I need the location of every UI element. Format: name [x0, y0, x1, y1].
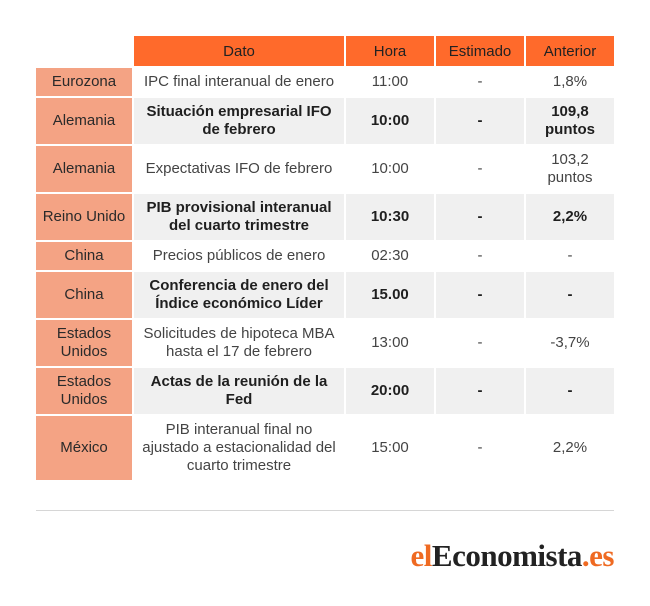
row-estimado: -	[436, 368, 524, 414]
row-anterior: -3,7%	[526, 320, 614, 366]
logo-main: Economista	[431, 538, 582, 573]
row-estimado: -	[436, 98, 524, 144]
row-country: Alemania	[36, 98, 132, 144]
row-dato: Actas de la reunión de la Fed	[134, 368, 344, 414]
header-hora: Hora	[346, 36, 434, 66]
logo-suffix: .es	[581, 538, 614, 573]
row-estimado: -	[436, 146, 524, 192]
row-hora: 10:30	[346, 194, 434, 240]
logo-prefix: el	[410, 538, 432, 573]
row-hora: 02:30	[346, 242, 434, 270]
row-hora: 15:00	[346, 416, 434, 480]
row-anterior: 103,2 puntos	[526, 146, 614, 192]
row-estimado: -	[436, 242, 524, 270]
row-hora: 11:00	[346, 68, 434, 96]
row-country: China	[36, 272, 132, 318]
row-dato: Conferencia de enero del Índice económico Líder	[134, 272, 344, 318]
header-anterior: Anterior	[526, 36, 614, 66]
row-anterior: -	[526, 272, 614, 318]
footer-divider	[36, 510, 614, 511]
row-dato: Solicitudes de hipoteca MBA hasta el 17 de febrero	[134, 320, 344, 366]
row-country: Eurozona	[36, 68, 132, 96]
row-estimado: -	[436, 320, 524, 366]
row-estimado: -	[436, 68, 524, 96]
row-dato: IPC final interanual de enero	[134, 68, 344, 96]
row-anterior: -	[526, 242, 614, 270]
row-estimado: -	[436, 416, 524, 480]
header-empty-cell	[36, 36, 132, 66]
row-dato: Precios públicos de enero	[134, 242, 344, 270]
row-estimado: -	[436, 194, 524, 240]
header-dato: Dato	[134, 36, 344, 66]
row-country: México	[36, 416, 132, 480]
row-hora: 15.00	[346, 272, 434, 318]
row-dato: PIB provisional interanual del cuarto trimestre	[134, 194, 344, 240]
row-dato: PIB interanual final no ajustado a estacionalidad del cuarto trimestre	[134, 416, 344, 480]
row-anterior: 2,2%	[526, 194, 614, 240]
row-anterior: -	[526, 368, 614, 414]
row-country: China	[36, 242, 132, 270]
row-dato: Situación empresarial IFO de febrero	[134, 98, 344, 144]
row-anterior: 109,8 puntos	[526, 98, 614, 144]
header-estimado: Estimado	[436, 36, 524, 66]
row-country: Reino Unido	[36, 194, 132, 240]
row-hora: 10:00	[346, 146, 434, 192]
row-hora: 10:00	[346, 98, 434, 144]
agenda-table	[36, 36, 614, 480]
row-country: Estados Unidos	[36, 320, 132, 366]
row-dato: Expectativas IFO de febrero	[134, 146, 344, 192]
row-hora: 13:00	[346, 320, 434, 366]
row-country: Estados Unidos	[36, 368, 132, 414]
row-country: Alemania	[36, 146, 132, 192]
row-anterior: 1,8%	[526, 68, 614, 96]
row-estimado: -	[436, 272, 524, 318]
row-anterior: 2,2%	[526, 416, 614, 480]
row-hora: 20:00	[346, 368, 434, 414]
eleconomista-logo	[411, 538, 614, 574]
